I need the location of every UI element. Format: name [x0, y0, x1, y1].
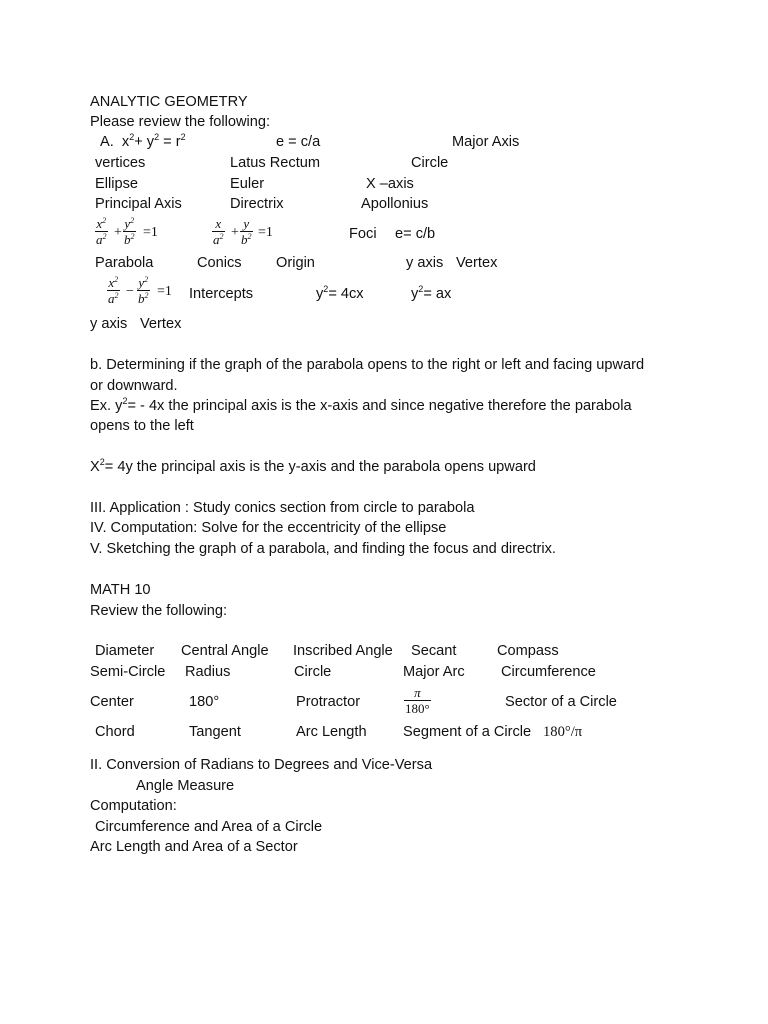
- review-intro: Please review the following:: [90, 114, 271, 130]
- section-sketching: V. Sketching the graph of a parabola, and finding the focus and directrix.: [90, 541, 556, 557]
- section-title-math10: MATH 10: [90, 582, 151, 598]
- term: 180°: [189, 694, 220, 710]
- term: Major Arc: [403, 664, 465, 680]
- term: Apollonius: [361, 196, 429, 212]
- term: Secant: [411, 643, 457, 659]
- section-application: III. Application : Study conics section from circle to parabola: [90, 500, 475, 516]
- document-page: ANALYTIC GEOMETRY Please review the following: A. $x^2+ y^2 = r^2$ e = c/a Major Axis vertices Latus Rectum Circle Ellipse Euler X –axis Principal Axis Directrix Apollonius $\frac{x^2}{a^2}$ + $\frac{y^2}{b^2}$ =1 $\frac{x}{a^2}$ + $\frac{y}{b^2}$ =1 Foci e= c/b Parabola Conics Origin y axis Vertex $\frac{x^2}{a^2}$ − $\frac{y^2}{b^2}$ =1 Intercepts $y^2= 4cx$ $y^2=$ ax y axis Vertex b. Determining if the graph of the parabola opens to the right or left and facing upward or downward. Ex. $y^2= - 4x$ the principal axis is the x-axis and since negative therefore the parabola opens to the left $X^2= 4y$ the principal axis is the y-axis and the parabola opens upward III. Application : Study conics section from circle to parabola IV. Computation: Solve for the eccentricity of the ellipse V. Sketching the graph of a parabola, and finding the focus and directrix. MATH 10 Review the following: Diameter Central Angle Inscribed Angle Secant Compass Semi-Circle Radius Circle Major Arc Circumference Center 180° Protractor $\frac{\pi}{180^\circ}$ Sector of a Circle Chord Tangent Arc Length Segment of a Circle 180°/π II. Conversion of Radians to Degrees and Vice-Versa Angle Measure Computation: Circumference and Area of a Circle Arc Length and Area of a Sector: [90, 94, 645, 855]
- term: Radius: [185, 664, 231, 680]
- term: Circumference: [501, 664, 596, 680]
- term: Euler: [230, 176, 265, 192]
- part-b-line1: b. Determining if the graph of the parabola opens to the right or left and facing upward: [90, 357, 645, 373]
- eccentricity-cb: e= c/b: [395, 226, 436, 242]
- circumference-area: Circumference and Area of a Circle: [95, 819, 323, 835]
- term-major-axis: Major Axis: [452, 134, 520, 150]
- term: Parabola: [95, 255, 154, 271]
- term: Tangent: [189, 724, 241, 740]
- term: y axis: [90, 316, 128, 332]
- term: Center: [90, 694, 134, 710]
- example-line2: opens to the left: [90, 418, 194, 434]
- term: Arc Length: [296, 724, 367, 740]
- term: Protractor: [296, 694, 361, 710]
- circle-equation: A. $x^2+ y^2 = r^2$: [100, 132, 186, 150]
- term: Conics: [197, 255, 242, 271]
- pi-over-180-fraction: $\frac{\pi}{180^\circ}$: [405, 685, 430, 716]
- term: Compass: [497, 643, 559, 659]
- eccentricity-ca: e = c/a: [276, 134, 321, 150]
- term: vertices: [95, 155, 146, 171]
- term: y axis: [406, 255, 444, 271]
- section-computation: IV. Computation: Solve for the eccentricity of the ellipse: [90, 520, 447, 536]
- term: Diameter: [95, 643, 155, 659]
- term: Central Angle: [181, 643, 269, 659]
- term: Vertex: [140, 316, 182, 332]
- conversion-heading: II. Conversion of Radians to Degrees and Vice-Versa: [90, 757, 433, 773]
- example-line: Ex. $y^2= - 4x$ the principal axis is the x-axis and since negative therefore the parabola: [90, 396, 632, 414]
- term: Latus Rectum: [230, 155, 321, 171]
- term: Sector of a Circle: [505, 694, 617, 710]
- term: Semi-Circle: [90, 664, 166, 680]
- term: Directrix: [230, 196, 284, 212]
- term: Ellipse: [95, 176, 138, 192]
- term: Chord: [95, 724, 135, 740]
- term: Segment of a Circle: [403, 724, 532, 740]
- term: Origin: [276, 255, 315, 271]
- parabola-equation-ax: $y^2=$ ax: [411, 284, 452, 302]
- term: Vertex: [456, 255, 498, 271]
- angle-measure: Angle Measure: [136, 778, 235, 794]
- term: Circle: [294, 664, 332, 680]
- term: Circle: [411, 155, 449, 171]
- computation-heading: Computation:: [90, 798, 177, 814]
- arc-length-area: Arc Length and Area of a Sector: [90, 839, 298, 855]
- term: Principal Axis: [95, 196, 182, 212]
- parabola-equation-cx: $y^2= 4cx$: [316, 284, 364, 302]
- math10-intro: Review the following:: [90, 603, 228, 619]
- part-b-line2: or downward.: [90, 378, 178, 394]
- x2-example: $X^2= 4y$ the principal axis is the y-axis and the parabola opens upward: [90, 457, 536, 475]
- term: Inscribed Angle: [293, 643, 393, 659]
- term-intercepts: Intercepts: [189, 286, 254, 302]
- section-title-analytic-geometry: ANALYTIC GEOMETRY: [90, 94, 248, 110]
- term-foci: Foci: [349, 226, 377, 242]
- term: X –axis: [366, 176, 414, 192]
- degrees-over-pi: 180°/π: [543, 724, 583, 740]
